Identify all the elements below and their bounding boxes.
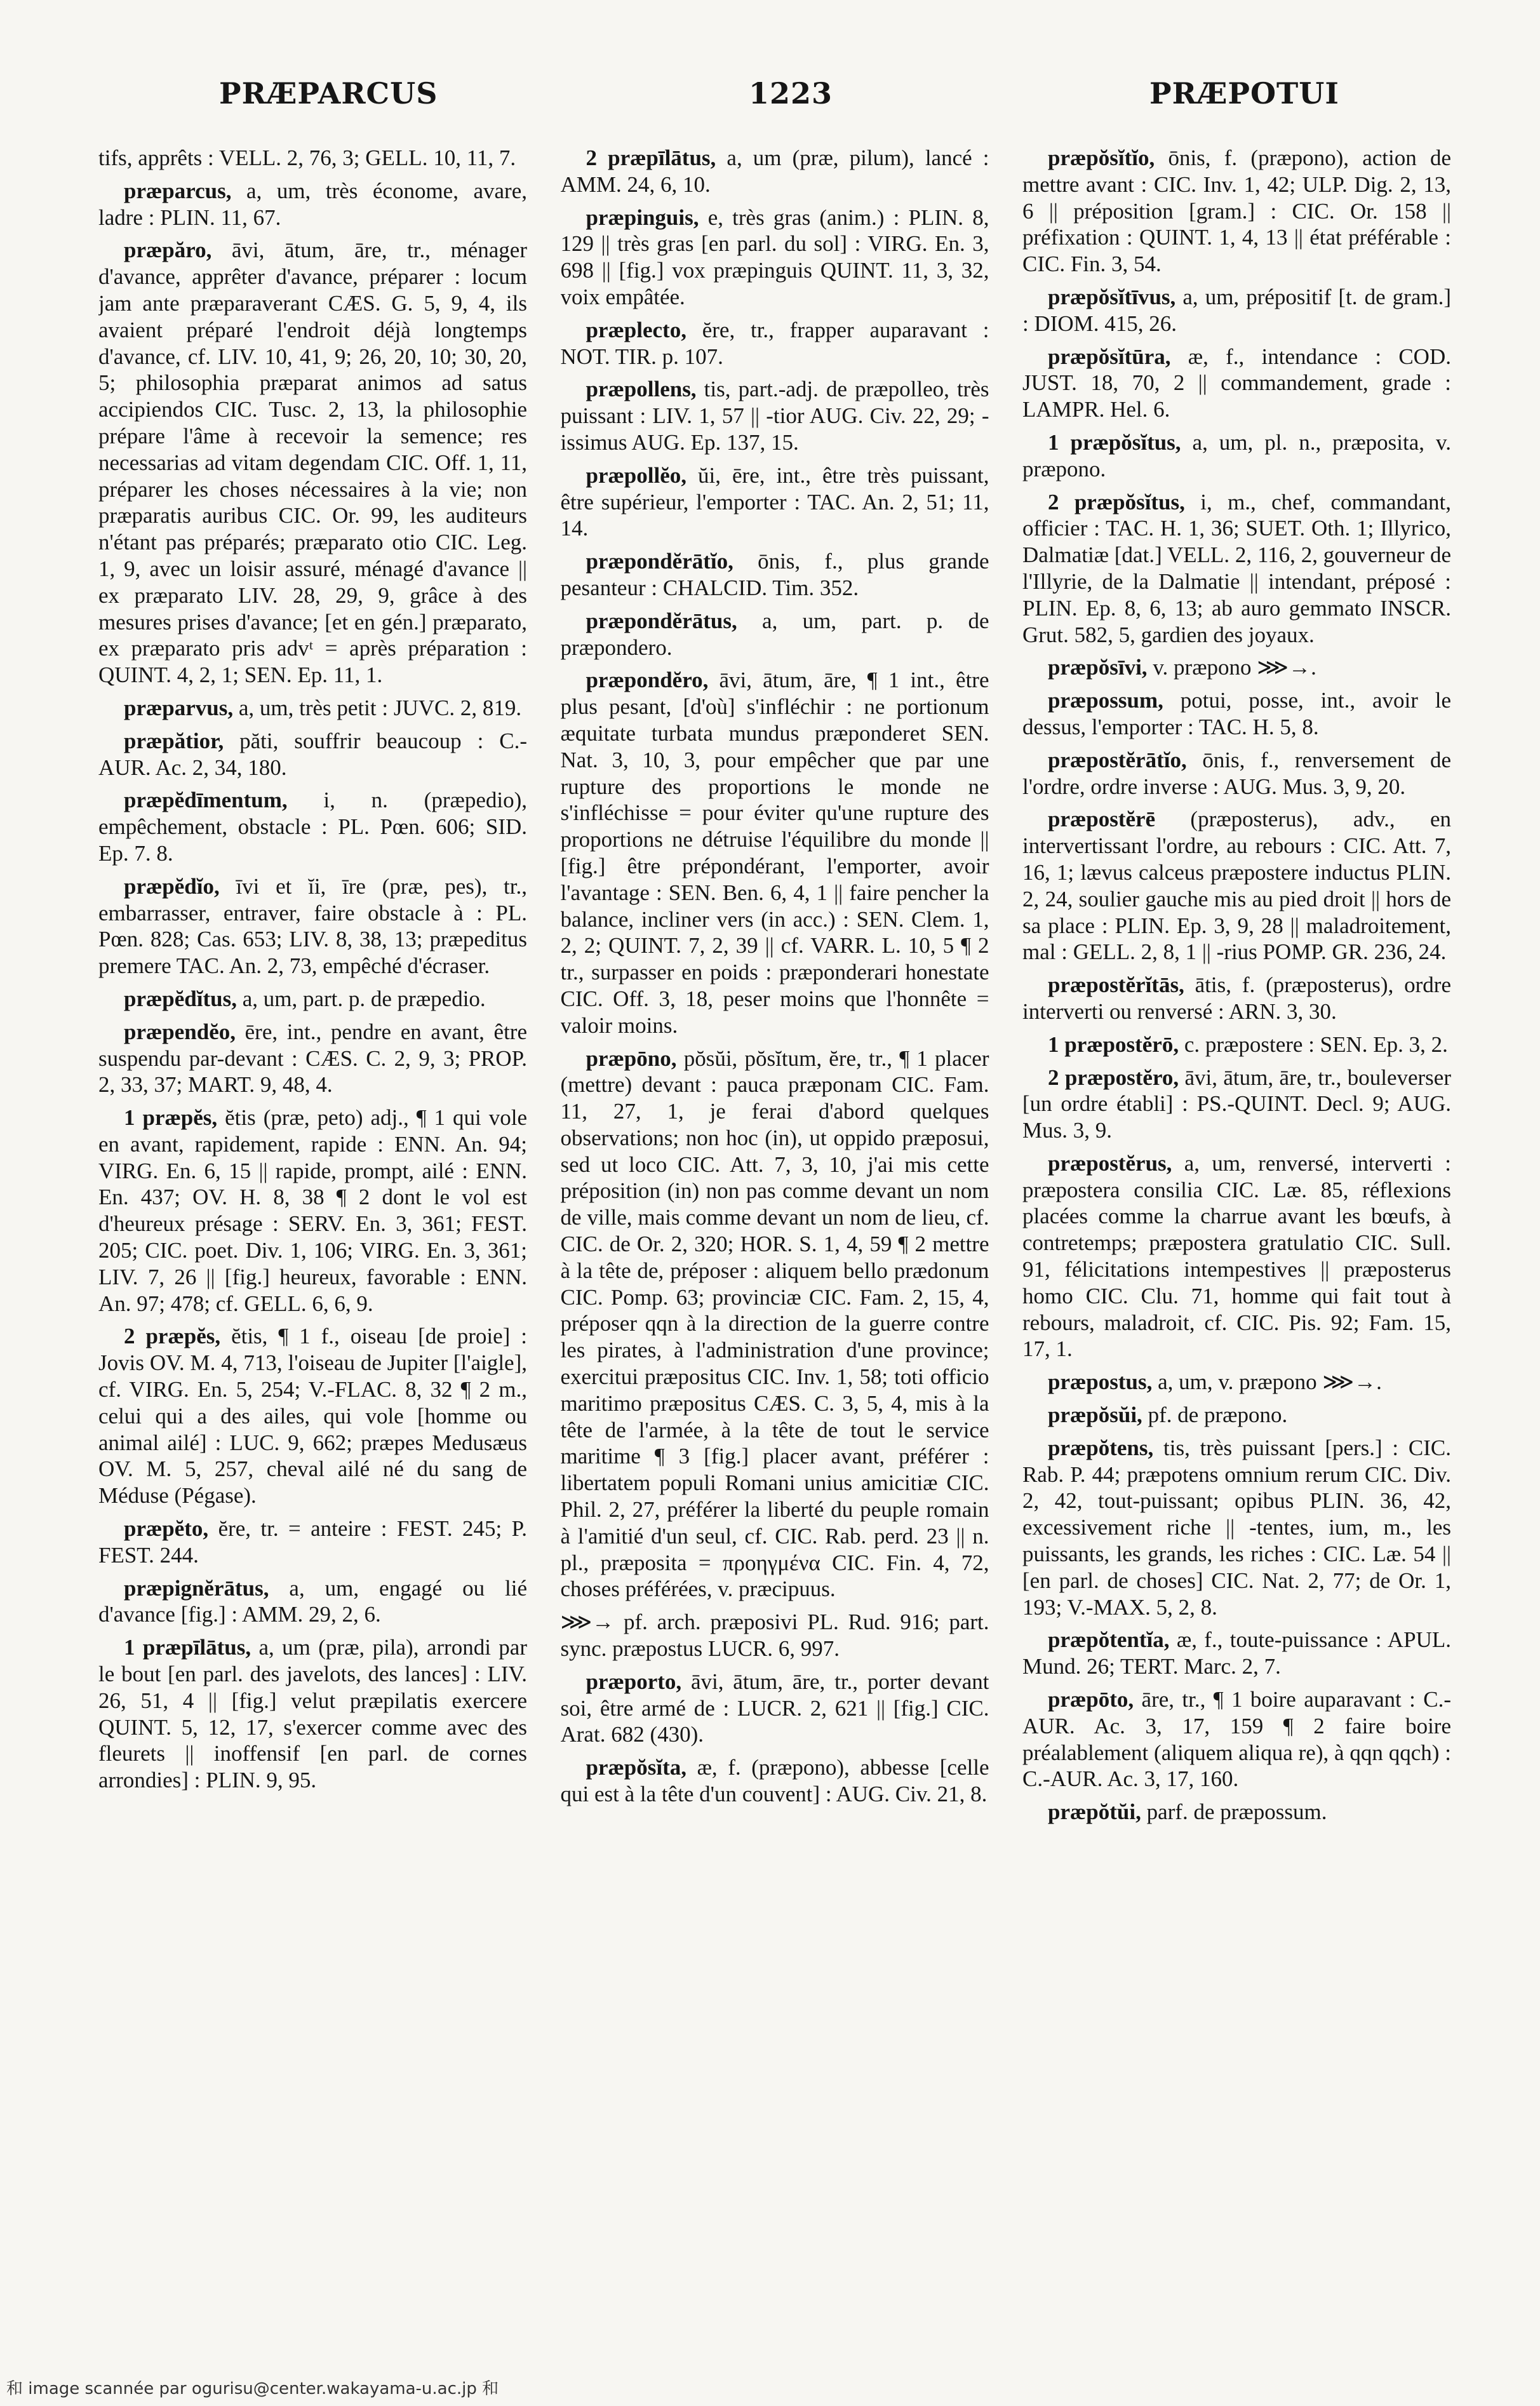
entry-definition: ēre, int., pendre en avant, être suspendu par-devant : CÆS. C. 2, 9, 3; PROP. 2, 33, 37; MART. 9, 48, 4. — [98, 1019, 527, 1098]
entry-definition: āvi, ātum, āre, tr., porter devant soi, être armé de : LUCR. 2, 621 || [fig.] CIC. Arat. 682 (430). — [560, 1669, 989, 1747]
dictionary-entry — [1022, 344, 1451, 423]
entry-headword: præpollĕo, — [586, 462, 686, 488]
dictionary-entry — [561, 376, 989, 455]
entry-headword: præpostĕrē — [1048, 807, 1156, 832]
entry-headword: præpĕto, — [124, 1516, 209, 1542]
entry-definition: c. præpostere : SEN. Ep. 3, 2. — [1179, 1032, 1448, 1057]
dictionary-entry — [98, 237, 527, 689]
entry-headword: præporto, — [586, 1669, 682, 1694]
running-head-right: PRÆPOTUI — [1149, 76, 1339, 111]
dictionary-entry — [1022, 1369, 1451, 1395]
entry-headword: 2 præpostĕro, — [1048, 1065, 1179, 1090]
dictionary-entry — [1022, 1065, 1451, 1144]
entry-headword: præpostĕrĭtās, — [1048, 972, 1184, 998]
entry-headword: præpōno, — [586, 1045, 677, 1071]
entry-definition: ōnis, f. (præpono), action de mettre avant : CIC. Inv. 1, 42; ULP. Dig. 2, 13, 6 || préposition [gram.] : CIC. Or. 158 || préfixation : QUINT. 1, 4, 13 || état préférable : CIC. Fin. 3, 54. — [1022, 145, 1451, 277]
dictionary-entry — [561, 1609, 989, 1662]
dictionary-entry — [561, 667, 989, 1038]
dictionary-entry — [98, 728, 527, 781]
entry-headword: præpollens, — [586, 377, 697, 402]
entry-headword: præpĕdĭo, — [124, 873, 220, 899]
entry-headword: 1 præpīlātus, — [124, 1635, 251, 1660]
dictionary-entry — [98, 1323, 527, 1509]
dictionary-entry — [1022, 1402, 1451, 1428]
entry-definition: a, um, renversé, interverti : præpostera consilia CIC. Læ. 85, réflexions placées comme la charrue avant les bœufs, à contretemps; præpostera gratulatio CIC. Sull. 91, félicitations intempestives || præposterus homo CIC. Clu. 71, homme qui fait tout à rebours, maladroit, cf. CIC. Pis. 92; Fam. 15, 17, 1. — [1022, 1150, 1451, 1362]
dictionary-entry — [561, 1754, 989, 1808]
entry-definition: āvi, ātum, āre, tr., bouleverser [un ordre établi] : PS.-QUINT. Decl. 9; AUG. Mus. 3, 9. — [1022, 1065, 1451, 1143]
dictionary-entry — [1022, 1435, 1451, 1621]
entry-headword: præpŏsĭtūra, — [1048, 344, 1171, 369]
entry-headword: præpondĕrātus, — [586, 608, 737, 633]
entry-definition: æ, f., toute-puissance : APUL. Mund. 26; TERT. Marc. 2, 7. — [1022, 1627, 1451, 1679]
entry-definition: ātis, f. (præposterus), ordre interverti ou renversé : ARN. 3, 30. — [1022, 972, 1451, 1024]
entry-definition: āvi, ātum, āre, ¶ 1 int., être plus pesant, [d'où] s'infléchir : ne portionum æquitate turbata mundus præponderet SEN. Nat. 3, 10, 3, pour empêcher que par une rupture des proportions le monde ne s'infléchisse = pour éviter qu'une rupture des proportions ne détruise l'équilibre du monde || [fig.] être prépondérant, l'emporter, avoir l'avantage : SEN. Ben. 6, 4, 1 || faire pencher la balance, incliner vers (in acc.) : SEN. Clem. 1, 2, 2; QUINT. 7, 2, 39 || cf. VARR. L. 10, 5 ¶ 2 tr., surpasser en poids : præponderari honestate CIC. Off. 3, 18, peser moins que l'honnête = valoir moins. — [560, 668, 989, 1038]
entry-headword: præpŏtŭi, — [1048, 1799, 1141, 1825]
dictionary-entry — [98, 873, 527, 979]
dictionary-entry — [98, 695, 527, 722]
dictionary-entry — [98, 1634, 527, 1794]
entry-headword: præpăro, — [124, 238, 212, 263]
dictionary-entry — [561, 1669, 989, 1748]
entry-headword: præparvus, — [124, 695, 234, 720]
entry-headword: præpinguis, — [586, 205, 699, 230]
entry-headword: 2 præpĕs, — [124, 1324, 221, 1349]
dictionary-entry — [561, 548, 989, 602]
entry-definition: a, um, pl. n., præposita, v. præpono. — [1022, 429, 1451, 481]
dictionary-entry — [98, 1516, 527, 1569]
entry-definition: tis, part.-adj. de præpolleo, très puissant : LIV. 1, 57 || -tior AUG. Civ. 22, 29; -issimus AUG. Ep. 137, 15. — [560, 377, 989, 455]
dictionary-entry — [1022, 429, 1451, 483]
dictionary-entry — [1022, 489, 1451, 649]
entry-headword: præpendĕo, — [124, 1019, 236, 1044]
entry-definition: v. præpono ⋙→. — [1147, 655, 1316, 680]
entry-headword: præpĕdīmentum, — [124, 788, 288, 813]
entry-definition: e, très gras (anim.) : PLIN. 8, 129 || très gras [en parl. du sol] : VIRG. En. 3, 698 || [fig.] vox præpinguis QUINT. 11, 3, 32, voix empâtée. — [560, 205, 989, 309]
entry-definition: a, um, v. præpono ⋙→. — [1152, 1369, 1382, 1395]
entry-definition: pf. de præpono. — [1142, 1402, 1288, 1428]
entry-definition: potui, posse, int., avoir le dessus, l'emporter : TAC. H. 5, 8. — [1022, 688, 1451, 739]
page-header — [0, 76, 1540, 127]
entry-definition: a, um (præ, pila), arrondi par le bout [en parl. des javelots, des lances] : LIV. 26, 51, 4 || [fig.] velut præpilatis exercere QUINT. 5, 12, 17, s'exercer comme avec des fleurets || inoffensif [en parl. de cornes arrondies] : PLIN. 9, 95. — [98, 1635, 527, 1793]
entry-headword: 1 præpĕs, — [124, 1105, 218, 1131]
dictionary-entry — [1022, 972, 1451, 1025]
dictionary-columns — [98, 145, 1451, 2323]
entry-definition: ŭi, ēre, int., être très puissant, être supérieur, l'emporter : TAC. An. 2, 51; 11, 14. — [560, 462, 989, 541]
dictionary-entry — [561, 608, 989, 661]
entry-definition: parf. de præpossum. — [1141, 1799, 1327, 1825]
dictionary-entry — [561, 1045, 989, 1603]
entry-headword: præpignĕrātus, — [124, 1575, 269, 1601]
dictionary-entry — [1022, 747, 1451, 800]
dictionary-entry — [561, 145, 989, 198]
running-head-left: PRÆPARCUS — [219, 76, 438, 111]
dictionary-entry — [561, 462, 989, 542]
entry-definition: āvi, ātum, āre, tr., ménager d'avance, apprêter d'avance, préparer : locum jam ante præparaverant CÆS. G. 5, 9, 4, ils avaient préparé l'endroit déjà longtemps d'avance, cf. LIV. 10, 41, 9; 26, 20, 10; 30, 20, 5; philosophia præparat animos ad satus accipiendos CIC. Tusc. 2, 13, la philosophie prépare l'âme à recevoir la semence; res necessarias ad vitam degendam CIC. Off. 1, 11, préparer les choses nécessaires à la vie; non præparatis auribus CIC. Or. 99, les auditeurs n'étant pas préparés; præparato otio CIC. Leg. 1, 9, avec un loisir assuré, ménagé d'avance || ex præparato LIV. 28, 29, 9, grâce à des mesures prises d'avance; [et en gén.] præparato, ex præparato pris advᵗ = après préparation : QUINT. 4, 2, 1; SEN. Ep. 11, 1. — [98, 238, 527, 688]
page-number: 1223 — [748, 76, 833, 111]
dictionary-entry — [1022, 145, 1451, 278]
dictionary-entry — [98, 1105, 527, 1317]
entry-definition: ĕre, tr., frapper auparavant : NOT. TIR. p. 107. — [560, 317, 989, 369]
entry-definition: æ, f. (præpono), abbesse [celle qui est à la tête d'un couvent] : AUG. Civ. 21, 8. — [560, 1755, 989, 1807]
dictionary-entry — [98, 1019, 527, 1098]
entry-headword: præpŏtentĭa, — [1048, 1627, 1170, 1653]
scan-credit: 和 image scannée par ogurisu@center.wakayama-u.ac.jp 和 — [6, 2379, 499, 2398]
entry-definition: āre, tr., ¶ 1 boire auparavant : C.-AUR. Ac. 3, 17, 159 ¶ 2 faire boire préalablement (aliquem aliqua re), à qqn qqch) : C.-AUR. Ac. 3, 17, 160. — [1022, 1687, 1451, 1792]
dictionary-entry — [98, 787, 527, 866]
entry-headword: 1 præpŏsĭtus, — [1048, 429, 1181, 455]
entry-definition: păti, souffrir beaucoup : C.-AUR. Ac. 2, 34, 180. — [98, 728, 527, 780]
entry-definition: a, um, engagé ou lié d'avance [fig.] : AMM. 29, 2, 6. — [98, 1575, 527, 1627]
entry-definition: (præposterus), adv., en intervertissant l'ordre, au rebours : CIC. Att. 7, 16, 1; lævus calceus præpostere inductus PLIN. 2, 24, soulier gauche mis au pied droit || hors de sa place : PLIN. Ep. 3, 9, 28 || maladroitement, mal : GELL. 2, 8, 1 || -rius POMP. GR. 236, 24. — [1022, 807, 1451, 965]
entry-definition: ōnis, f., renversement de l'ordre, ordre inverse : AUG. Mus. 3, 9, 20. — [1022, 747, 1451, 799]
entry-definition: a, um, part. p. de præpondero. — [560, 608, 989, 660]
entry-headword: præpondĕrātĭo, — [586, 549, 733, 574]
entry-headword: præpōto, — [1048, 1687, 1134, 1712]
dictionary-entry — [561, 205, 989, 311]
dictionary-entry — [1022, 284, 1451, 337]
dictionary-entry — [1022, 654, 1451, 681]
dictionary-entry — [1022, 1150, 1451, 1362]
entry-headword: præpŏsĭtīvus, — [1048, 284, 1176, 309]
entry-definition: ĕre, tr. = anteire : FEST. 245; P. FEST. 244. — [98, 1516, 527, 1568]
entry-definition: a, um, part. p. de præpedio. — [236, 986, 486, 1011]
entry-headword: præpŏsĭtĭo, — [1048, 145, 1155, 170]
entry-definition: tis, très puissant [pers.] : CIC. Rab. P. 44; præpotens omnium rerum CIC. Div. 2, 42, tout-puissant; opibus PLIN. 36, 42, excessivement riche || -tentes, ium, m., les puissants, les grands, les riches : CIC. Læ. 54 || [en parl. de choses] CIC. Nat. 2, 77; de Or. 1, 193; V.-MAX. 5, 2, 8. — [1022, 1435, 1451, 1620]
column-right — [1022, 145, 1451, 2323]
dictionary-entry — [1022, 1686, 1451, 1792]
dictionary-entry — [561, 317, 989, 370]
entry-headword: præpostus, — [1048, 1369, 1153, 1395]
entry-headword: 2 præpŏsĭtus, — [1048, 489, 1185, 514]
dictionary-entry — [1022, 1627, 1451, 1680]
entry-definition: ⋙→ pf. arch. præposivi PL. Rud. 916; part. sync. præpostus LUCR. 6, 997. — [560, 1610, 989, 1662]
entry-headword: præpostĕrus, — [1048, 1150, 1172, 1176]
entry-headword: præpossum, — [1048, 688, 1163, 713]
entry-definition: a, um, prépositif [t. de gram.] : DIOM. 415, 26. — [1022, 284, 1451, 336]
entry-headword: præpŏtens, — [1048, 1435, 1154, 1460]
entry-headword: præpĕdĭtus, — [124, 986, 237, 1011]
dictionary-entry — [98, 986, 527, 1012]
entry-definition: ōnis, f., plus grande pesanteur : CHALCID. Tim. 352. — [560, 549, 989, 600]
entry-definition: a, um, très petit : JUVC. 2, 819. — [233, 695, 522, 720]
entry-headword: præpostĕrātĭo, — [1048, 747, 1187, 772]
dictionary-entry — [98, 178, 527, 231]
dictionary-entry — [1022, 1032, 1451, 1058]
entry-headword: præpŏsīvi, — [1048, 655, 1148, 680]
entry-definition: tifs, apprêts : VELL. 2, 76, 3; GELL. 10, 11, 7. — [98, 145, 516, 170]
entry-definition: ĕtis, ¶ 1 f., oiseau [de proie] : Jovis OV. M. 4, 713, l'oiseau de Jupiter [l'aigle], cf. VIRG. En. 5, 254; V.-FLAC. 8, 32 ¶ 2 m., celui qui a des ailes, qui vole [homme ou animal ailé] : LUC. 9, 662; præpes Medusæus OV. M. 5, 257, cheval ailé né du sang de Méduse (Pégase). — [98, 1324, 527, 1509]
entry-headword: præplecto, — [586, 317, 686, 342]
entry-definition: a, um (præ, pilum), lancé : AMM. 24, 6, 10. — [560, 145, 989, 197]
entry-headword: 2 præpīlātus, — [586, 145, 716, 170]
entry-headword: 1 præpostĕrō, — [1048, 1032, 1179, 1057]
entry-headword: præpondĕro, — [586, 668, 709, 693]
entry-definition: ĕtis (præ, peto) adj., ¶ 1 qui vole en avant, rapidement, rapide : ENN. An. 94; VIRG. En. 6, 15 || rapide, prompt, ailé : ENN. En. 437; OV. H. 8, 38 ¶ 2 dont le vol est d'heureux présage : SERV. En. 3, 361; FEST. 205; CIC. poet. Div. 1, 106; VIRG. En. 3, 361; LIV. 7, 26 || [fig.] heureux, favorable : ENN. An. 97; 478; cf. GELL. 6, 6, 9. — [98, 1105, 527, 1316]
column-left — [98, 145, 527, 2323]
entry-definition: æ, f., intendance : COD. JUST. 18, 70, 2 || commandement, grade : LAMPR. Hel. 6. — [1022, 344, 1451, 422]
dictionary-entry — [1022, 687, 1451, 741]
entry-definition: īvi et ĭi, īre (præ, pes), tr., embarrasser, entraver, faire obstacle à : PL. Pœn. 828; Cas. 653; LIV. 8, 38, 13; præpeditus premere TAC. An. 2, 73, empêché d'écraser. — [98, 873, 527, 979]
dictionary-entry — [98, 1575, 527, 1629]
entry-definition: i, n. (præpedio), empêchement, obstacle : PL. Pœn. 606; SID. Ep. 7. 8. — [98, 788, 527, 866]
entry-definition: pŏsŭi, pŏsĭtum, ĕre, tr., ¶ 1 placer (mettre) devant : pauca præponam CIC. Fam. 11, 27, 1, je ferai d'abord quelques observations; non hoc (in), ut oppido præposui, sed ut loco CIC. Att. 7, 3, 10, j'ai mis cette préposition (in) non pas comme devant un nom de ville, mais comme devant un nom de lieu, cf. CIC. de Or. 2, 320; HOR. S. 1, 4, 59 ¶ 2 mettre à la tête de, préposer : aliquem bello prædonum CIC. Pomp. 63; provinciæ CIC. Fam. 2, 15, 4, préposer qqn à la direction de la guerre contre les pirates, à l'administration d'une province; exercitui præpositus CIC. Inv. 1, 58; toti officio maritimo præpositus CÆS. C. 3, 5, 4, mis à la tête de l'armée, à la tête de tout le service maritime ¶ 3 [fig.] placer avant, préférer : libertatem populi Romani unius amicitiæ CIC. Phil. 2, 27, préférer la liberté du peuple romain à l'amitié d'un seul, cf. CIC. Rab. perd. 23 || n. pl., præposita = προηγμένα CIC. Fin. 4, 72, choses préférées, v. præcipuus. — [560, 1045, 989, 1602]
dictionary-entry — [98, 145, 527, 171]
entry-headword: præpătior, — [124, 728, 224, 753]
dictionary-entry — [1022, 806, 1451, 965]
column-middle — [561, 145, 989, 2323]
entry-headword: præpŏsŭi, — [1048, 1402, 1142, 1428]
entry-definition: i, m., chef, commandant, officier : TAC. H. 1, 36; SUET. Oth. 1; Illyrico, Dalmatiæ [dat.] VELL. 2, 116, 2, gouverneur de l'Illyrie, de la Dalmatie || intendant, préposé : PLIN. Ep. 8, 6, 13; ab auro gemmato INSCR. Grut. 582, 5, gardien des joyaux. — [1022, 489, 1451, 647]
dictionary-entry — [1022, 1799, 1451, 1825]
entry-headword: præpŏsĭta, — [586, 1755, 686, 1780]
entry-headword: præparcus, — [124, 178, 232, 203]
entry-definition: a, um, très économe, avare, ladre : PLIN. 11, 67. — [98, 178, 527, 230]
